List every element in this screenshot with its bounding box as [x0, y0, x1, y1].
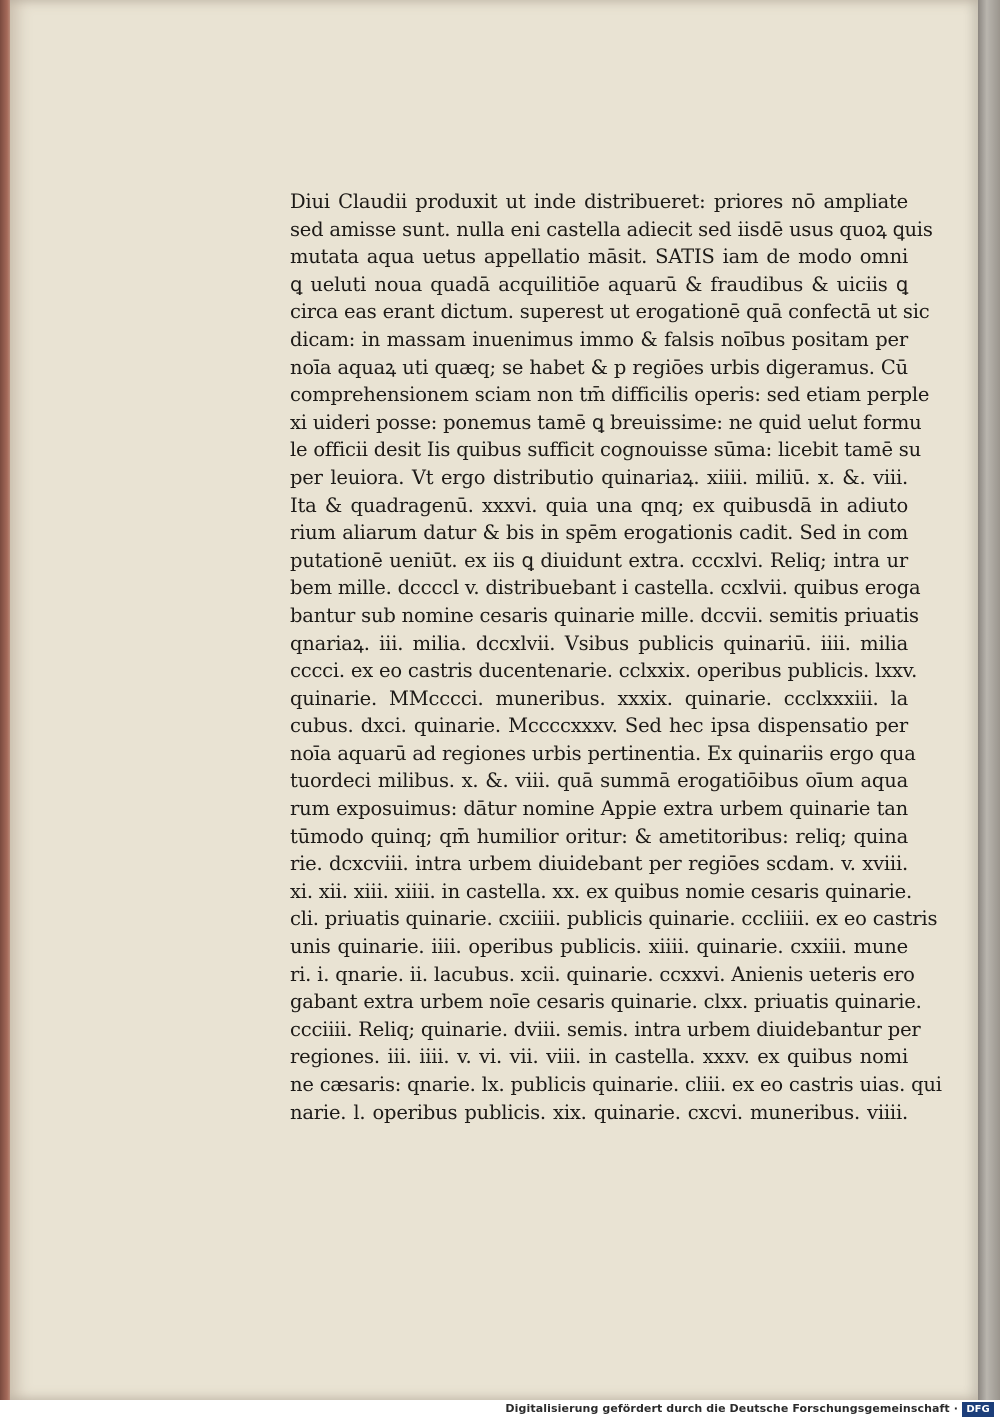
text-line-10: le officii desit Iis quibus sufficit cognouisse sūma: licebit tamē su	[290, 438, 921, 462]
text-line-6: dicam: in massam inuenimus immo & falsis noībus positam per	[290, 327, 908, 351]
text-line-2: sed amisse sunt. nulla eni castella adiecit sed iisdē usus quoꝝ ꝗuis	[290, 217, 933, 241]
text-line-20: cubus. dxci. quinarie. Mccccxxxv. Sed hec ipsa dispensatio per	[290, 714, 908, 738]
text-line-32: regiones. iii. iiii. v. vi. vii. viii. in castella. xxxv. ex quibus nomi	[290, 1045, 908, 1069]
text-line-8: comprehensionem sciam non tm̄ difficilis operis: sed etiam perple	[290, 383, 930, 407]
text-line-11: per leuiora. Vt ergo distributio quinariaꝝ. xiiii. miliū. x. &. viii.	[290, 465, 908, 489]
text-line-33: ne cæsaris: qnarie. lx. publicis quinarie. cliii. ex eo castris uias. qui	[290, 1073, 942, 1096]
text-line-3: mutata aqua uetus appellatio māsit. SATIS iam de modo omni	[290, 245, 908, 269]
funding-credit: Digitalisierung gefördert durch die Deutsche Forschungsgemeinschaft ·	[505, 1402, 958, 1415]
text-line-12: Ita & quadragenū. xxxvi. quia una qnq; ex quibusdā in adiuto	[290, 493, 908, 517]
text-line-13: rium aliarum datur & bis in spēm erogationis cadit. Sed in com	[290, 521, 908, 545]
text-line-1: Diui Claudii produxit ut inde distribueret: priores nō ampliate	[290, 190, 908, 213]
text-line-28: unis quinarie. iiii. operibus publicis. xiiii. quinarie. cxxiii. mune	[290, 935, 908, 959]
text-line-26: xi. xii. xiii. xiiii. in castella. xx. ex quibus nomie cesaris quinarie.	[290, 879, 912, 903]
text-line-21: noīa aquarū ad regiones urbis pertinentia. Ex quinariis ergo qua	[290, 741, 916, 765]
text-line-30: gabant extra urbem noīe cesaris quinarie. clxx. priuatis quinarie.	[290, 990, 922, 1014]
text-line-5: circa eas erant dictum. superest ut erogationē quā confectā ut sic	[290, 300, 930, 324]
text-line-23: rum exposuimus: dātur nomine Appie extra urbem quinarie tan	[290, 797, 908, 821]
text-line-19: quinarie. MMcccci. muneribus. xxxix. quinarie. ccclxxxiii. la	[290, 686, 908, 710]
text-line-9: xi uideri posse: ponemus tamē ꝗ breuissime: ne quid uelut formu	[290, 410, 922, 434]
text-line-7: noīa aquaꝝ uti quæq; se habet & p regiōes urbis digeramus. Cū	[290, 355, 908, 379]
text-line-25: rie. dcxcviii. intra urbem diuidebant per regiōes scdam. v. xviii.	[290, 852, 908, 876]
text-line-34: narie. l. operibus publicis. xix. quinarie. cxcvi. muneribus. viiii.	[290, 1100, 908, 1124]
page-edge	[978, 0, 1000, 1400]
text-line-4: ꝗ ueluti noua quadā acquilitiōe aquarū & fraudibus & uiciis ꝗ	[290, 272, 908, 296]
text-line-22: tuordeci milibus. x. &. viii. quā summā erogatiōibus oīum aqua	[290, 769, 908, 793]
text-line-16: bantur sub nomine cesaris quinarie mille. dccvii. semitis priuatis	[290, 603, 919, 627]
text-line-31: ccciiii. Reliq; quinarie. dviii. semis. intra urbem diuidebantur per	[290, 1017, 921, 1041]
text-line-27: cli. priuatis quinarie. cxciiii. publicis quinarie. cccliiii. ex eo castris	[290, 907, 938, 931]
text-line-15: bem mille. dccccl v. distribuebant i castella. ccxlvii. quibus eroga	[290, 576, 921, 600]
text-line-29: ri. i. qnarie. ii. lacubus. xcii. quinarie. ccxxvi. Anienis ueteris ero	[290, 962, 915, 986]
text-line-17: qnariaꝝ. iii. milia. dccxlvii. Vsibus publicis quinariū. iiii. milia	[290, 631, 908, 655]
text-line-18: cccci. ex eo castris ducentenarie. cclxxix. operibus publicis. lxxv.	[290, 659, 918, 683]
text-block	[290, 188, 942, 1126]
dfg-logo: DFG	[962, 1402, 994, 1417]
text-line-24: tūmodo quinq; qm̄ humilior oritur: & ametitoribus: reliq; quina	[290, 824, 908, 848]
text-line-14: putationē ueniūt. ex iis ꝗ diuidunt extra. cccxlvi. Reliq; intra ur	[290, 548, 908, 572]
